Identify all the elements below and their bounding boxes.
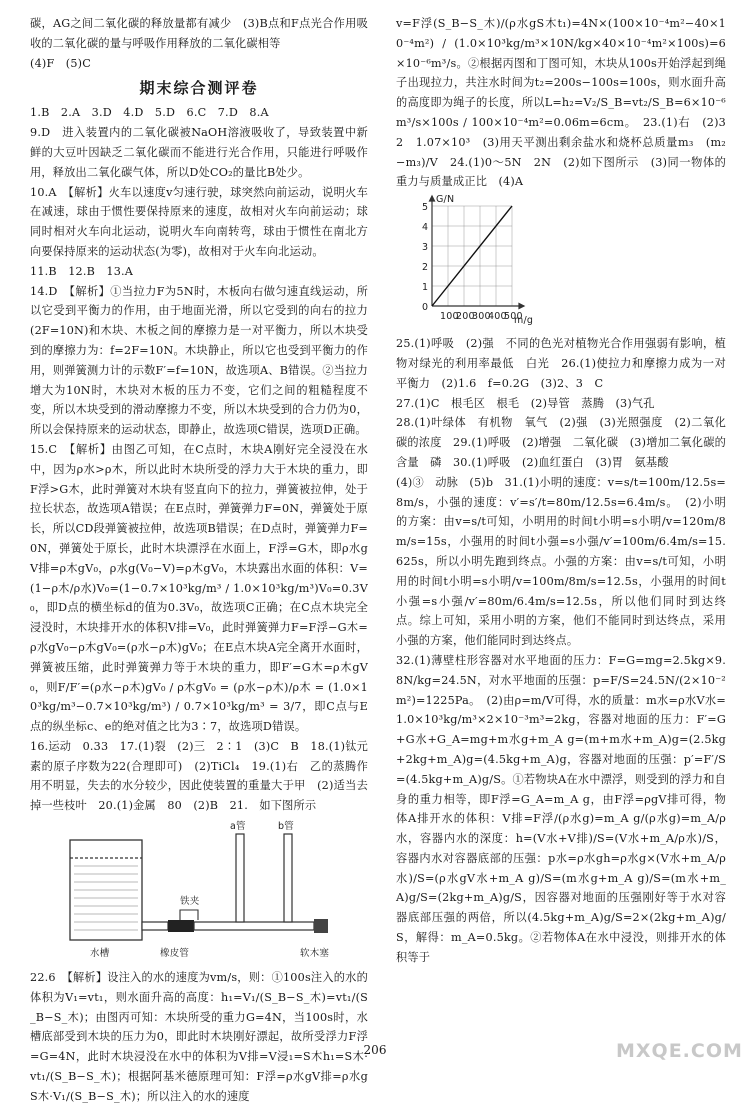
label-tube-a: a管	[230, 821, 246, 833]
watermark-logo: MXQE.COM	[616, 1040, 743, 1062]
answer-30-31: (4)③ 动脉 (5)b 31.(1)小明的速度：v=s/t=100m/12.5s=8m/s，小强的速度：v′=s′/t=80m/12.5s=6.4m/s。 (2)小明的方案：由v=s/t可知，小明用的时间t小明=s小明/v=120m/8m/s=15s，小强用的时间t小强=s小强/v′=100m/6.4m/s=15.625s，所以小明先跑到终点。小强的方案：由v=s/t可知，小明用的时间t小明=s小明/v=100m/8m/s=12.5s，小强用的时间t小强=s小强/v′=80m/6.4m/s=12.5s，所以他们同时到达终点。综上可知，采用小明的方案，他们不能同时到达终点，采用小强的方案，他们能同时到达终点。	[396, 475, 726, 648]
answer-32: 32.(1)薄壁柱形容器对水平地面的压力：F=G=mg=2.5kg×9.8N/kg=24.5N，对水平地面的压强：p=F/S=24.5N/(2×10⁻²m²)=1225Pa。 (2)由ρ=m/V可得，水的质量：m水=ρ水V水=1.0×10³kg/m³×2×10⁻³m³=2kg，容器对地面的压力：F′=G+G水+G_A=mg+m水g+m_A g=(m+m水+m_A)g=(2.5kg+2kg+m_A)g=(4.5kg+m_A)g，容器对地面的压强：p′=F′/S=(4.5kg+m_A)g/S。①若物块A在水中漂浮，则受到的浮力和自身的重力相等，即F浮=G_A=m_A g，由F浮=ρgV排可得，物体A排开水的体积：V排=F浮/(ρ水g)=m_A g/(ρ水g)=m_A/ρ水，容器内水的深度：h=(V水+V排)/S=(V水+m_A/ρ水)/S，容器内水对容器底部的压强：p水=ρ水gh=ρ水g×(V水+m_A/ρ水)/S=(ρ水gV水+m_A g)/S=(m水g+m_A g)/S=(m水+m_A)g/S=(2kg+m_A)g/S，因容器对地面的压强刚好等于水对容器底部压强的两倍，所以(4.5kg+m_A)g/S=2×(2kg+m_A)g/S，解得：m_A=0.5kg。②若物体A在水中浸没，则排开水的体积等于	[396, 653, 726, 964]
answer-15: 15.C 【解析】由图乙可知，在C点时，木块A刚好完全浸没在水中，因为ρ水>ρ木，所以此时木块所受的浮力大于木块的重力，即F浮>G木，此时弹簧对木块有竖直向下的拉力，弹簧被拉伸，处于拉长状态，故选项A错误；在E点时，弹簧弹力F=0N，弹簧处于原长，所以CD段弹簧被拉伸，故选项B错误；在D点时，弹簧弹力F=0N，弹簧处于原长，此时木块漂浮在水面上，F浮=G木，即ρ水gV排=ρ木gV₀，ρ水g(V₀−V)=ρ木gV₀，木块露出水面的体积：V=(1−ρ木/ρ水)V₀=(1−0.7×10³kg/m³ / 1.0×10³kg/m³)V₀=0.3V₀，即D点的横坐标d的值为0.3V₀，故选项C正确；在C点木块完全浸没时，木块排开水的体积V排=V₀，此时弹簧弹力F=F浮−G木=ρ水gV₀−ρ木gV₀=(ρ水−ρ木)gV₀；在E点木块A完全离开水面时，弹簧被压缩，此时弹簧弹力等于木块的重力，即F′=G木=ρ木gV₀，则F/F′=(ρ水−ρ木)gV₀ / ρ木gV₀ = (ρ水−ρ木)/ρ木 = (1.0×10³kg/m³−0.7×10³kg/m³) / 0.7×10³kg/m³ = 3/7，即C点与E点的纵坐标c、e的绝对值之比为3∶7，故选项D错误。	[30, 442, 368, 734]
intro-line-2: (4)F (5)C	[30, 56, 92, 70]
x-tick-100: 100	[440, 311, 459, 323]
label-clamp: 铁夹	[180, 896, 200, 908]
y-tick-2: 2	[422, 262, 429, 274]
x-tick-500: 500	[504, 311, 523, 323]
label-tube-b: b管	[278, 821, 294, 833]
gravity-mass-graph	[396, 192, 726, 334]
apparatus-figure	[30, 818, 368, 966]
apparatus-diagram	[30, 818, 368, 966]
x-tick-400: 400	[488, 311, 507, 323]
y-tick-5: 5	[422, 202, 429, 214]
right-column	[396, 14, 726, 968]
answer-22-continued-to-24: v=F浮(S_B−S_木)/(ρ水gS木t₁)=4N×(100×10⁻⁴m²−40×10⁻⁴m²) / (1.0×10³kg/m³×10N/kg×40×10⁻⁴m²×100s)=6×10⁻⁶m³/s。②根据丙图和丁图可知，木块从100s开始浮起到绳子出现拉力，共注水时间为t₂=200s−100s=100s，则水面升高的高度即为绳子的长度，所以L=h₂=V₂/S_B=vt₂/S_B=6×10⁻⁶m³/s×100s / 100×10⁻⁴m²=0.06m=6cm。 23.(1)右 (2)32 1.07×10³ (3)用天平测出剩余盐水和烧杯总质量m₃ (m₂−m₃)/V 24.(1)0～5N 2N (2)如下图所示 (3)同一物体的重力与质量成正比 (4)A	[396, 17, 726, 189]
y-tick-3: 3	[422, 242, 429, 254]
cork-stopper	[314, 919, 328, 933]
answer-10: 10.A 【解析】火车以速度v匀速行驶，球突然向前运动，说明火车在减速，球由于惯性要保持原来的速度，故相对火车向前运动；球同时相对火车向北运动，说明火车向南转弯，球由于惯性在南北方向要保持原来的运动状态(为零)，故相对于火车向北运动。	[30, 185, 368, 258]
iron-clamp	[180, 910, 198, 920]
y-axis-label: G/N	[436, 194, 455, 206]
answer-choices-1-8: 1.B 2.A 3.D 4.D 5.D 6.C 7.D 8.A	[30, 106, 269, 120]
left-column	[30, 14, 368, 1107]
answer-11-13: 11.B 12.B 13.A	[30, 264, 134, 278]
tube-a	[236, 834, 244, 922]
x-tick-300: 300	[472, 311, 491, 323]
intro-line-1: 碳，AG之间二氧化碳的释放量都有减少 (3)B点和F点光合作用吸收的二氧化碳的量与呼吸作用释放的二氧化碳相等	[30, 17, 368, 50]
answer-25-26: 25.(1)呼吸 (2)强 不同的色光对植物光合作用强弱有影响，植物对绿光的利用率最低 白光 26.(1)使拉力和摩擦力成为一对平衡力 (2)1.6 f=0.2G (3)2、3 C	[396, 337, 726, 390]
y-tick-4: 4	[422, 222, 429, 234]
answer-27: 27.(1)C 根毛区 根毛 (2)导管 蒸腾 (3)气孔	[396, 396, 655, 410]
label-tank: 水槽	[90, 948, 110, 960]
tube-b	[284, 834, 292, 922]
label-rubber-tube: 橡皮管	[160, 948, 190, 960]
y-tick-1: 1	[422, 282, 429, 294]
answer-22: 22.6 【解析】设注入的水的速度为vm/s，则：①100s注入的水的体积为V₁=vt₁，则水面升高的高度：h₁=V₁/(S_B−S_木)=vt₁/(S_B−S_木)；由图丙可知：木块所受的重力G=4N，当100s时，水槽底部受到木块的压力为0，即此时木块刚好漂起，故所受浮力F浮=G=4N，此时木块浸没在水中的体积为V排=V浸₁=S木h₁=S木·vt₁/(S_B−S_木)；根据阿基米德原理可知：F浮=ρ水gV排=ρ水gS木·V₁/(S_B−S_木)；所以注入的水的速度	[30, 971, 368, 1103]
page-number: 206	[363, 1043, 387, 1057]
section-title: 期末综合测评卷	[139, 79, 259, 98]
x-axis-label: m/g	[514, 315, 534, 327]
label-stopper: 软木塞	[300, 948, 330, 960]
x-tick-200: 200	[456, 311, 475, 323]
proportional-line	[432, 206, 512, 306]
y-tick-0: 0	[422, 302, 429, 314]
gravity-mass-chart	[396, 192, 726, 334]
answer-14: 14.D 【解析】①当拉力F为5N时，木板向右做匀速直线运动，所以它受到平衡力的作用，由于地面光滑，所以它受到的向右的拉力(2F=10N)和木块、木板之间的摩擦力是一对平衡力，所以木块受到的摩擦力为：f=2F=10N。木块静止，所以它也受到平衡力的作用，则弹簧测力计的示数F′=f=10N，故选项A、B错误。②当拉力增大为10N时，木块对木板的压力不变，它们之间的粗糙程度不变，所以木块受到的滑动摩擦力不变，所以木块受到的合力仍为0，所以会保持原来的运动状态，即静止，故选项C错误，选项D正确。	[30, 284, 368, 437]
rubber-tube	[168, 920, 194, 932]
answer-9: 9.D 进入装置内的二氧化碳被NaOH溶液吸收了，导致装置中新鲜的大豆叶因缺乏二氧化碳而不能进行光合作用，只能进行呼吸作用，释放出二氧化碳气体，所以D处CO₂的量比B处少。	[30, 126, 368, 179]
answer-16-21: 16.运动 0.33 17.(1)裂 (2)三 2∶1 (3)C B 18.(1)钛元素的原子序数为22(合理即可) (2)TiCl₄ 19.(1)右 乙的蒸腾作用不明显，失去的水分较少，因此使装置的重量大于甲 (2)适当去掉一些枝叶 20.(1)金属 80 (2)B 21. 如下图所示	[30, 739, 368, 813]
answer-28-30: 28.(1)叶绿体 有机物 氧气 (2)强 (3)光照强度 (2)二氧化碳的浓度 29.(1)呼吸 (2)增强 二氧化碳 (3)增加二氧化碳的含量 磷 30.(1)呼吸 (2)血红蛋白 (3)胃 氨基酸	[396, 416, 726, 469]
horizontal-tube	[194, 922, 314, 930]
